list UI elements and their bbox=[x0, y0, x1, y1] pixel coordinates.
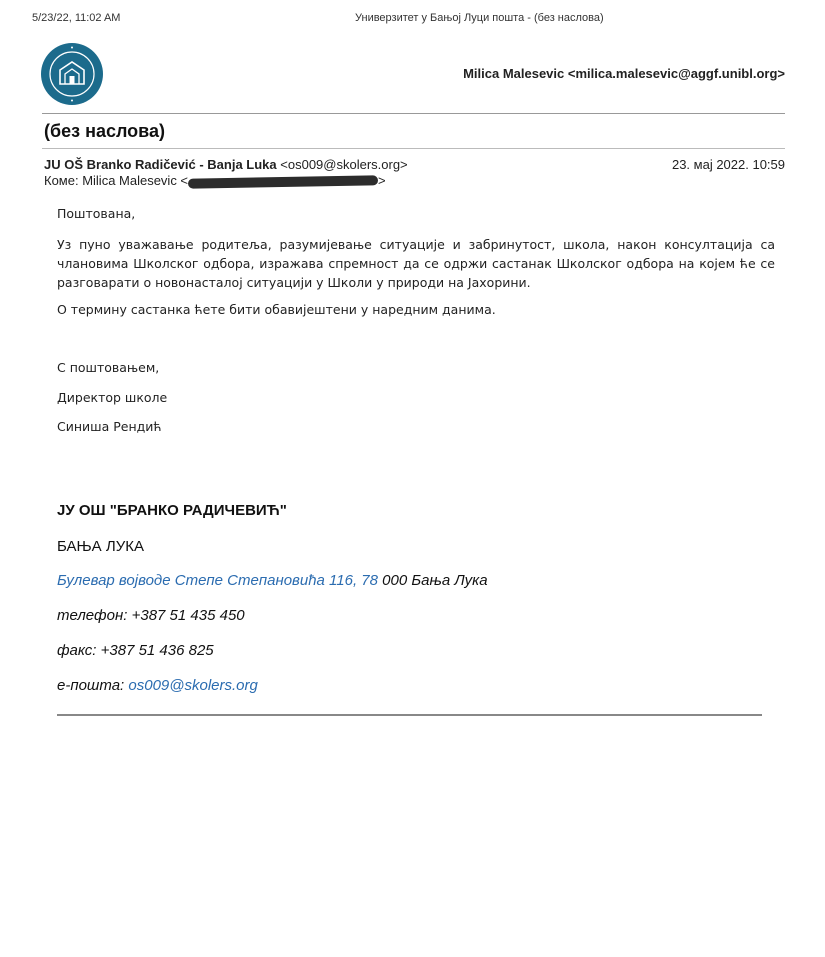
redacted-email bbox=[188, 175, 378, 188]
sender-email[interactable]: <os009@skolers.org> bbox=[280, 157, 408, 172]
message-date: 23. мај 2022. 10:59 bbox=[671, 157, 785, 172]
header-divider bbox=[42, 113, 785, 114]
recipient-suffix: > bbox=[378, 173, 386, 188]
email-label: е-пошта: bbox=[57, 677, 129, 694]
sender-line bbox=[44, 157, 408, 172]
signature-email bbox=[57, 677, 258, 694]
signature-city: БАЊА ЛУКА bbox=[57, 538, 144, 555]
body-paragraph-1: Уз пуно уважавање родитеља, разумијевање ситуације и забринутост, школа, након консултација са члановима Школског одбора, изражава спремност да се одржи састанак Школског одбора на којем ће се разговарати о новонасталој ситуацији у Школи у природи на Јахорини. bbox=[57, 237, 775, 290]
message-subject: (без наслова) bbox=[44, 121, 165, 141]
signature-phone: телефон: +387 51 435 450 bbox=[57, 607, 245, 624]
sender-name: JU OŠ Branko Radičević - Banja Luka bbox=[44, 157, 277, 172]
recipient-prefix: Коме: Milica Malesevic < bbox=[44, 173, 189, 188]
print-title: Универзитет у Бањој Луци пошта - (без наслова) bbox=[355, 12, 604, 24]
signature-address bbox=[57, 572, 488, 589]
signer-role: Директор школе bbox=[57, 390, 168, 405]
address-rest: 000 Бања Лука bbox=[378, 572, 488, 589]
email-link[interactable]: os009@skolers.org bbox=[128, 677, 258, 694]
signer-name: Синиша Рендић bbox=[57, 419, 162, 434]
greeting: Поштована, bbox=[57, 206, 136, 221]
university-logo bbox=[40, 42, 104, 106]
recipient-line bbox=[44, 173, 386, 188]
print-datetime: 5/23/22, 11:02 AM bbox=[32, 12, 121, 24]
signature-fax: факс: +387 51 436 825 bbox=[57, 642, 214, 659]
signature-divider bbox=[57, 714, 762, 716]
university-seal-icon bbox=[40, 42, 104, 106]
body-paragraph-2: О термину састанка ћете бити обавијештени у наредним данима. bbox=[57, 302, 496, 317]
account-label: Milica Malesevic <milica.malesevic@aggf.unibl.org> bbox=[463, 66, 785, 81]
address-link[interactable]: Булевар војводе Степе Степановића 116, 78 bbox=[57, 572, 378, 589]
signature-org: ЈУ ОШ "БРАНКО РАДИЧЕВИЋ" bbox=[57, 502, 287, 519]
subject-divider bbox=[42, 148, 785, 149]
closing: С поштовањем, bbox=[57, 360, 160, 375]
